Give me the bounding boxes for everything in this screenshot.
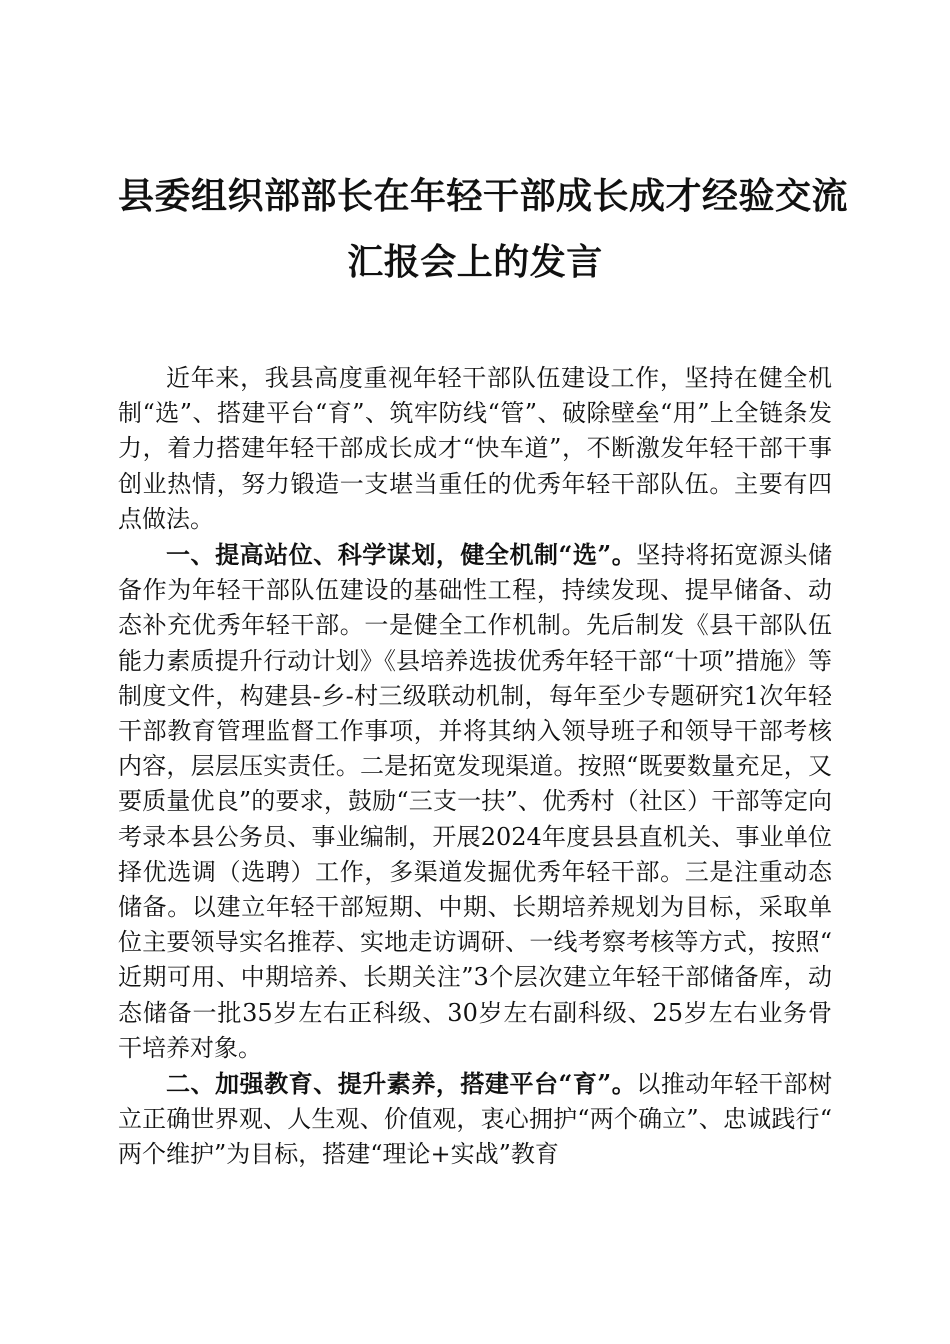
section-2-heading: 二、加强教育、提升素养，搭建平台“育”。: [166, 1069, 637, 1099]
section-1-heading: 一、提高站位、科学谋划，健全机制“选”。: [166, 540, 637, 570]
document-body: [118, 361, 832, 1173]
paragraph-section-2: [118, 1066, 832, 1173]
document-title-line-2: 汇报会上的发言: [347, 241, 603, 283]
paragraph-section-1: [118, 537, 832, 1066]
section-1-text: 坚持将拓宽源头储备作为年轻干部队伍建设的基础性工程，持续发现、提早储备、动态补充优秀年轻干部。一是健全工作机制。先后制发《县干部队伍能力素质提升行动计划》《县培养选拔优秀年轻干部“十项”措施》等制度文件，构建县-乡-村三级联动机制，每年至少专题研究1次年轻干部教育管理监督工作事项，并将其纳入领导班子和领导干部考核内容，层层压实责任。二是拓宽发现渠道。按照“既要数量充足，又要质量优良”的要求，鼓励“三支一扶”、优秀村（社区）干部等定向考录本县公务员、事业编制，开展2024年度县县直机关、事业单位择优选调（选聘）工作，多渠道发掘优秀年轻干部。三是注重动态储备。以建立年轻干部短期、中期、长期培养规划为目标，采取单位主要领导实名推荐、实地走访调研、一线考察考核等方式，按照“近期可用、中期培养、长期关注”3个层次建立年轻干部储备库，动态储备一批35岁左右正科级、30岁左右副科级、25岁左右业务骨干培养对象。: [118, 541, 833, 1062]
paragraph-intro: [118, 361, 832, 537]
section-2-text: 以推动年轻干部树立正确世界观、人生观、价值观，衷心拥护“两个确立”、忠诚践行“两个维护”为目标，搭建“理论+实战”教育: [118, 1070, 833, 1169]
paragraph-intro-text: 近年来，我县高度重视年轻干部队伍建设工作，坚持在健全机制“选”、搭建平台“育”、筑牢防线“管”、破除壁垒“用”上全链条发力，着力搭建年轻干部成长成才“快车道”，不断激发年轻干部干事创业热情，努力锻造一支堪当重任的优秀年轻干部队伍。主要有四点做法。: [118, 364, 832, 533]
document-title-line-1: 县委组织部部长在年轻干部成长成才经验交流: [118, 175, 849, 217]
